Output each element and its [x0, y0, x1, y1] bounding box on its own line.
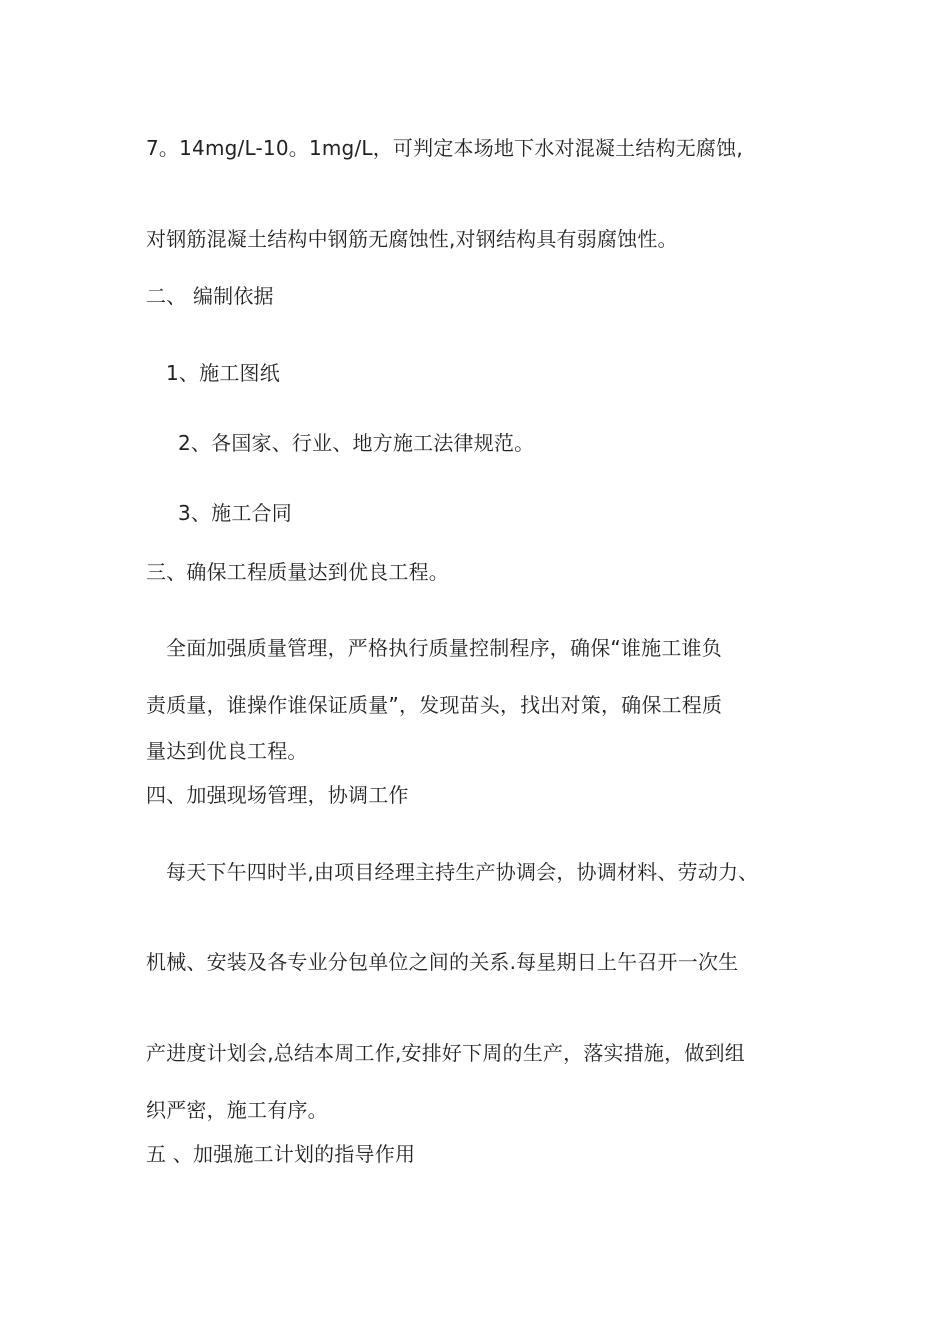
section-heading-4: 四、加强现场管理，协调工作	[146, 783, 409, 807]
section-heading-2: 二、 编制依据	[146, 284, 274, 308]
section-heading-3: 三、确保工程质量达到优良工程。	[146, 560, 449, 584]
paragraph-quality-line-3: 量达到优良工程。	[146, 739, 308, 763]
list-item-2: 2、各国家、行业、地方施工法律规范。	[178, 431, 535, 455]
list-item-1: 1、施工图纸	[166, 361, 280, 385]
paragraph-coordination-line-3: 产进度计划会,总结本周工作,安排好下周的生产，落实措施，做到组	[146, 1041, 745, 1065]
paragraph-quality-line-1: 全面加强质量管理，严格执行质量控制程序，确保“谁施工谁负	[166, 636, 722, 660]
list-item-3: 3、施工合同	[178, 501, 292, 525]
paragraph-coordination-line-1: 每天下午四时半,由项目经理主持生产协调会，协调材料、劳动力、	[166, 860, 759, 884]
paragraph-quality-line-2: 责质量，谁操作谁保证质量”，发现苗头，找出对策，确保工程质	[146, 693, 723, 717]
paragraph-groundwater-line-1: 7。14mg/L-10。1mg/L，可判定本场地下水对混凝土结构无腐蚀,	[146, 136, 743, 160]
section-heading-5: 五 、加强施工计划的指导作用	[146, 1142, 416, 1166]
paragraph-coordination-line-2: 机械、安装及各专业分包单位之间的关系.每星期日上午召开一次生	[146, 950, 739, 974]
paragraph-groundwater-line-2: 对钢筋混凝土结构中钢筋无腐蚀性,对钢结构具有弱腐蚀性。	[146, 227, 678, 251]
paragraph-coordination-line-4: 织严密，施工有序。	[146, 1098, 328, 1122]
